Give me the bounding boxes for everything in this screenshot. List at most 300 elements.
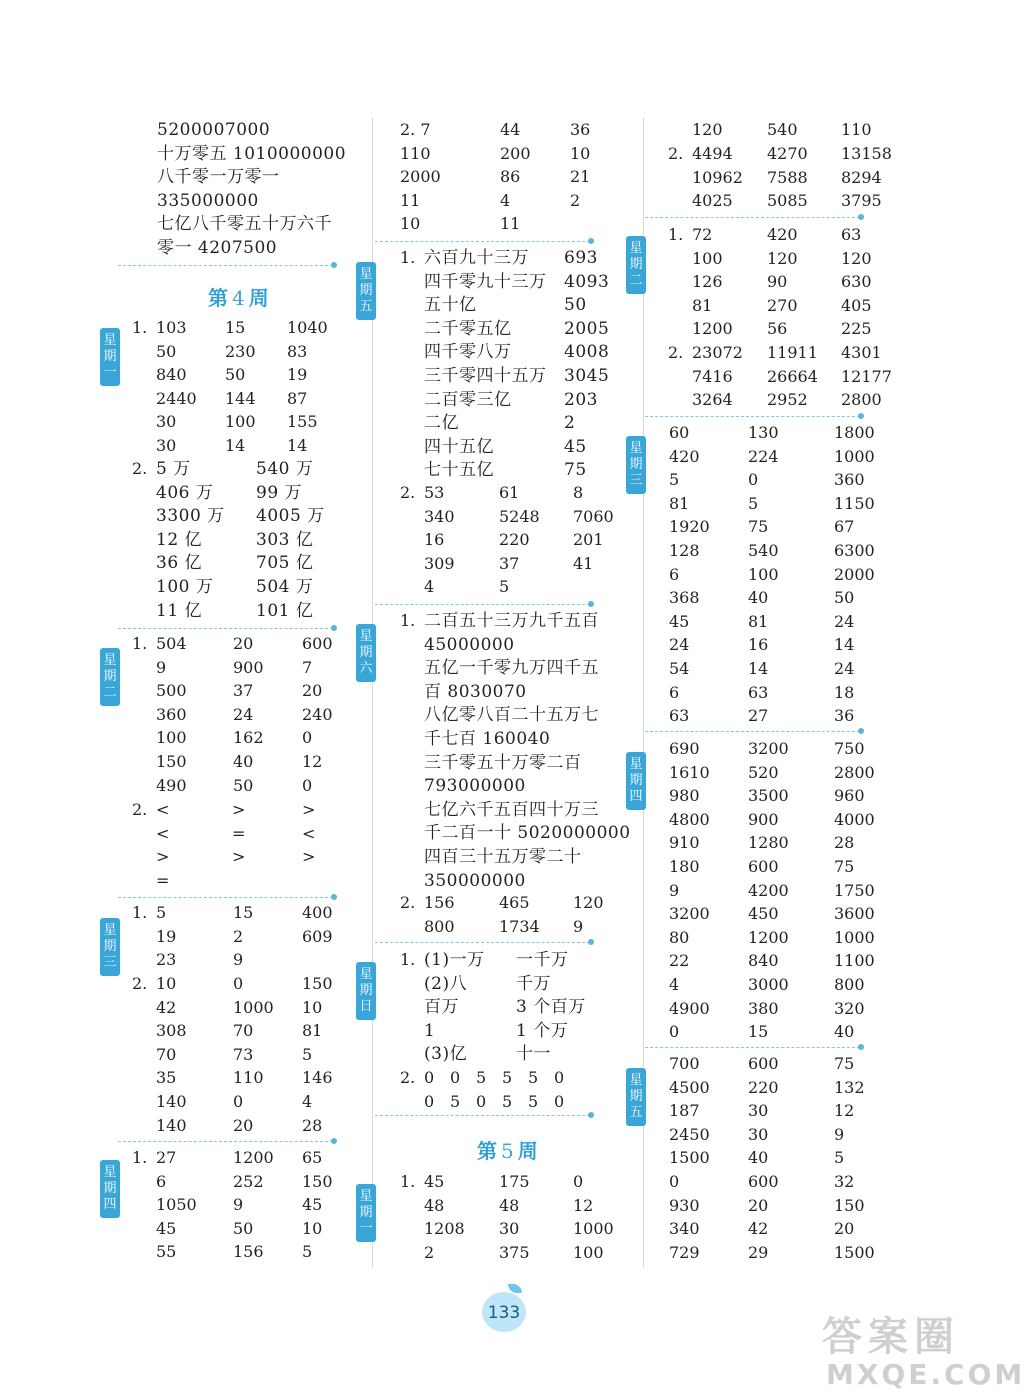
answer-cell: 二百零三亿 <box>424 389 512 410</box>
answer-cell: 50 <box>233 1218 254 1238</box>
answer-cell: 3200 <box>669 904 710 924</box>
answer-cell: 201 <box>573 530 604 550</box>
weekday-tab: 星 期 三 <box>100 918 120 976</box>
answer-cell: 3600 <box>834 904 875 924</box>
answer-cell: 750 <box>834 739 865 758</box>
answer-cell: 100 <box>748 564 779 584</box>
answer-cell: 2800 <box>834 762 875 782</box>
question-number: 1. <box>132 318 148 337</box>
answer-cell: 5 <box>302 1044 313 1064</box>
answer-cell: 23072 <box>692 343 743 362</box>
answer-cell: 百万 <box>424 997 459 1018</box>
answer-line: 百 8030070 <box>424 681 527 702</box>
answer-cell: 490 <box>156 775 187 795</box>
answer-cell: 693 <box>564 248 598 268</box>
answer-cell: 10 <box>156 974 177 993</box>
answer-cell: 4 <box>500 190 511 210</box>
answer-cell: 1200 <box>692 319 733 339</box>
answer-cell: 504 万 <box>256 577 314 597</box>
answer-cell: 729 <box>669 1242 700 1262</box>
answer-cell: 63 <box>669 706 690 726</box>
answer-cell: 10 <box>302 1218 323 1238</box>
answer-cell: 10962 <box>692 167 743 187</box>
answer-cell: 309 <box>424 553 455 573</box>
answer-line: 八千零一万零一 <box>157 167 280 188</box>
answer-cell: 32 <box>834 1172 855 1191</box>
answer-cell: 37 <box>233 681 254 701</box>
answer-cell: 1500 <box>834 1242 875 1262</box>
answer-cell: 7588 <box>767 167 808 187</box>
week-title: 第 5 周 <box>477 1139 538 1163</box>
answer-cell: 375 <box>499 1242 530 1262</box>
answer-cell: 4800 <box>669 809 710 829</box>
section-divider <box>375 942 590 943</box>
question-number: 1. <box>400 950 416 969</box>
answer-cell: 12 <box>834 1101 855 1121</box>
answer-cell: 5085 <box>767 191 808 211</box>
question-number: 1. <box>400 611 416 630</box>
section-divider <box>375 241 590 242</box>
answer-cell: 3045 <box>564 366 610 386</box>
answer-cell: 4000 <box>834 809 875 829</box>
answer-cell: 900 <box>748 809 779 829</box>
answer-cell: 20 <box>233 634 254 653</box>
answer-cell: 23 <box>156 950 177 970</box>
answer-cell: 3795 <box>841 191 882 211</box>
answer-cell: 6 <box>669 564 680 584</box>
answer-cell: 270 <box>767 295 798 315</box>
answer-cell: 2000 <box>400 167 441 187</box>
weekday-tab: 星 期 五 <box>356 262 376 320</box>
answer-cell: 40 <box>233 752 254 771</box>
answer-line: 793000000 <box>424 776 526 797</box>
section-divider <box>118 1141 333 1142</box>
answer-cell: 840 <box>748 951 779 971</box>
answer-cell: 55 <box>156 1242 177 1262</box>
answer-cell: 35 <box>156 1068 177 1088</box>
answer-cell: 2 <box>564 413 576 434</box>
answer-cell: 7060 <box>573 506 614 526</box>
answer-cell: 1000 <box>573 1219 614 1239</box>
answer-cell: 21 <box>570 167 591 187</box>
answer-cell: 81 <box>302 1021 323 1041</box>
answer-cell: 99 万 <box>256 482 303 503</box>
answer-cell: 42 <box>156 997 177 1017</box>
answer-cell: 5 <box>302 1242 313 1262</box>
answer-cell: 0 <box>554 1091 565 1111</box>
answer-cell: 609 <box>302 926 333 946</box>
answer-cell: 45 <box>424 1172 445 1191</box>
answer-cell: 41 <box>573 553 594 573</box>
answer-cell: 2000 <box>834 564 875 584</box>
answer-cell: 155 <box>287 412 318 432</box>
answer-cell: 26664 <box>767 366 818 386</box>
answer-cell: 61 <box>499 483 520 502</box>
answer-cell: 81 <box>748 611 769 631</box>
answer-cell: 12 <box>573 1195 594 1215</box>
answer-cell: 2 <box>233 926 244 946</box>
answer-cell: 81 <box>692 295 713 315</box>
answer-cell: 540 <box>767 120 798 139</box>
answer-cell: 9 <box>233 1195 244 1215</box>
answer-cell: 705 亿 <box>256 553 314 574</box>
answer-cell: 630 <box>841 272 872 292</box>
answer-cell: 50 <box>233 775 254 795</box>
answer-cell: 0 <box>476 1091 487 1111</box>
answer-cell: 60 <box>669 423 690 442</box>
answer-cell: 6300 <box>834 541 875 560</box>
answer-cell: 840 <box>156 365 187 385</box>
answer-cell: 二亿 <box>424 413 459 434</box>
answer-cell: 24 <box>233 704 254 724</box>
weekday-tab: 星 期 四 <box>626 752 646 810</box>
answer-cell: 150 <box>302 1171 333 1191</box>
answer-cell: 500 <box>156 681 187 701</box>
answer-cell: 29 <box>748 1242 769 1262</box>
answer-cell: 360 <box>156 704 187 724</box>
answer-cell: 14 <box>225 436 246 455</box>
answer-cell: 14 <box>287 436 308 455</box>
answer-cell: 150 <box>834 1195 865 1215</box>
answer-cell: 0 <box>669 1172 680 1191</box>
answer-cell: 187 <box>669 1101 700 1121</box>
answer-cell: 175 <box>499 1172 530 1191</box>
question-number: 1. <box>400 1172 416 1191</box>
answer-cell: 53 <box>424 483 445 502</box>
weekday-tab: 星 期 一 <box>100 328 120 386</box>
answer-cell: 5 <box>528 1091 539 1111</box>
answer-cell: 28 <box>302 1115 323 1135</box>
answer-cell: 15 <box>233 903 254 922</box>
answer-cell: 4 <box>424 577 435 597</box>
answer-cell: 16 <box>424 530 445 550</box>
answer-line: 5200007000 <box>157 120 271 140</box>
answer-cell: 0 <box>669 1022 680 1042</box>
answer-cell: (2)八 <box>424 973 468 994</box>
section-divider <box>645 217 860 218</box>
answer-cell: 四千零九十三万 <box>424 271 547 292</box>
answer-cell: 18 <box>834 682 855 702</box>
answer-cell: 1000 <box>834 927 875 947</box>
answer-cell: 800 <box>834 975 865 994</box>
answer-cell: 406 万 <box>156 482 214 503</box>
section-divider <box>645 1047 860 1048</box>
weekday-tab: 星 期 一 <box>356 1184 376 1242</box>
question-number: 2. <box>132 974 148 993</box>
answer-cell: 225 <box>841 319 872 339</box>
answer-cell: 4 <box>669 975 680 994</box>
answer-cell: 86 <box>500 167 521 187</box>
answer-cell: 140 <box>156 1115 187 1135</box>
answer-cell: 1208 <box>424 1219 465 1239</box>
answer-cell: 0 <box>233 974 244 993</box>
answer-cell: 600 <box>748 857 779 876</box>
answer-line: 45000000 <box>424 634 515 655</box>
answer-cell: 45 <box>669 611 690 631</box>
answer-cell: (3)亿 <box>424 1044 468 1065</box>
answer-cell: 3264 <box>692 390 733 410</box>
answer-cell: 600 <box>748 1172 779 1191</box>
answer-cell: 101 亿 <box>256 600 314 621</box>
answer-line: 千七百 160040 <box>424 729 551 749</box>
answer-cell: 1 个万 <box>516 1020 569 1041</box>
answer-cell: 9 <box>156 657 167 677</box>
answer-cell: 1200 <box>748 927 789 947</box>
answer-cell: 2 <box>570 190 581 210</box>
answer-cell: 7 <box>302 657 313 677</box>
answer-cell: 22 <box>669 951 690 971</box>
answer-cell: 30 <box>748 1101 769 1121</box>
watermark-line2: MXQE.COM <box>826 1358 1025 1391</box>
answer-cell: 1610 <box>669 762 710 782</box>
section-divider <box>118 628 333 629</box>
weekday-tab: 星 期 四 <box>100 1160 120 1218</box>
answer-cell: 45 <box>302 1195 323 1215</box>
answer-cell: 303 亿 <box>256 529 314 550</box>
apple-leaf-icon <box>508 1284 522 1293</box>
answer-cell: 30 <box>156 436 177 455</box>
answer-cell: 83 <box>287 341 308 361</box>
answer-cell: > <box>156 847 170 867</box>
answer-cell: 120 <box>573 893 604 912</box>
answer-cell: 3200 <box>748 739 789 758</box>
answer-cell: 48 <box>499 1195 520 1215</box>
answer-cell: 0 <box>424 1068 435 1087</box>
answer-cell: 2005 <box>564 318 610 339</box>
answer-cell: 8 <box>573 483 584 502</box>
answer-cell: 15 <box>225 318 246 337</box>
answer-cell: 4093 <box>564 271 610 292</box>
answer-cell: 504 <box>156 634 187 653</box>
answer-cell: > <box>232 800 246 819</box>
answer-cell: < <box>156 823 170 843</box>
answer-cell: 5 <box>502 1068 513 1087</box>
answer-cell: 960 <box>834 786 865 806</box>
answer-cell: < <box>302 823 316 843</box>
answer-cell: 5 <box>476 1068 487 1087</box>
answer-cell: 0 <box>233 1092 244 1111</box>
answer-cell: 五十亿 <box>424 295 477 316</box>
answer-cell: 600 <box>302 634 333 653</box>
answer-cell: 203 <box>564 389 598 410</box>
answer-cell: 75 <box>834 1054 855 1073</box>
answer-cell: 420 <box>669 446 700 466</box>
answer-cell: 40 <box>748 588 769 608</box>
answer-cell: 63 <box>841 225 862 244</box>
answer-cell: 980 <box>669 786 700 806</box>
answer-cell: 10 <box>400 214 421 234</box>
answer-cell: 12177 <box>841 366 892 386</box>
answer-cell: 5 <box>834 1148 845 1168</box>
answer-cell: 1000 <box>233 997 274 1017</box>
answer-cell: 110 <box>841 120 872 139</box>
answer-cell: 1500 <box>669 1148 710 1168</box>
answer-line: 七亿八千零五十万六千 <box>157 214 332 235</box>
answer-cell: 128 <box>669 541 700 560</box>
answer-cell: 36 <box>834 706 855 726</box>
answer-cell: 48 <box>424 1195 445 1215</box>
answer-line: 二百五十三万九千五百 <box>424 611 599 631</box>
answer-cell: 40 <box>834 1022 855 1042</box>
answer-cell: 24 <box>834 659 855 678</box>
answer-cell: 1280 <box>748 833 789 853</box>
answer-cell: 27 <box>156 1148 177 1167</box>
answer-cell: 368 <box>669 588 700 608</box>
answer-cell: 4494 <box>692 144 733 163</box>
answer-line: 千二百一十 5020000000 <box>424 823 631 844</box>
question-number: 2. <box>668 144 684 163</box>
answer-cell: 六百九十三万 <box>424 248 529 268</box>
answer-cell: 8294 <box>841 167 882 187</box>
answer-cell: 540 <box>748 541 779 560</box>
answer-cell: 450 <box>748 904 779 924</box>
answer-cell: 45 <box>564 436 587 457</box>
answer-cell: 2450 <box>669 1124 710 1144</box>
answer-cell: 6 <box>156 1171 167 1191</box>
answer-cell: 132 <box>834 1077 865 1097</box>
answer-cell: 700 <box>669 1054 700 1073</box>
answer-cell: 20 <box>233 1115 254 1135</box>
answer-cell: 5 <box>528 1068 539 1087</box>
answer-cell: 千万 <box>516 973 551 994</box>
answer-cell: 146 <box>302 1068 333 1088</box>
answer-cell: 三千零四十五万 <box>424 366 547 386</box>
answer-cell: 130 <box>748 423 779 442</box>
answer-cell: 37 <box>499 553 520 573</box>
question-number: 1. <box>132 1148 148 1167</box>
question-number: 1. <box>668 225 684 244</box>
answer-cell: 120 <box>692 120 723 139</box>
answer-cell: 4900 <box>669 998 710 1018</box>
answer-cell: 690 <box>669 739 700 758</box>
question-number: 2. <box>400 483 416 502</box>
answer-cell: 120 <box>767 248 798 268</box>
answer-cell: 75 <box>834 857 855 876</box>
answer-cell: 4270 <box>767 144 808 163</box>
answer-cell: 2800 <box>841 390 882 410</box>
answer-cell: 11911 <box>767 343 818 362</box>
answer-cell: 16 <box>748 635 769 655</box>
question-number: 2. <box>668 343 684 362</box>
answer-cell: 420 <box>767 225 798 244</box>
answer-cell: 1800 <box>834 423 875 442</box>
answer-cell: 1150 <box>834 493 875 513</box>
answer-cell: 75 <box>748 517 769 537</box>
answer-cell: 150 <box>302 974 333 993</box>
answer-line: 四百三十五万零二十 <box>424 847 582 867</box>
answer-cell: > <box>232 847 246 867</box>
answer-cell: 19 <box>156 926 177 946</box>
answer-cell: 9 <box>573 916 584 936</box>
answer-cell: 4500 <box>669 1077 710 1097</box>
answer-line: 350000000 <box>424 870 526 891</box>
answer-cell: 5 <box>748 493 759 513</box>
weekday-tab: 星 期 六 <box>356 624 376 682</box>
answer-line: 八亿零八百二十五万七 <box>424 705 599 726</box>
weekday-tab: 星 期 二 <box>100 648 120 706</box>
answer-cell: 5 万 <box>156 459 191 479</box>
answer-cell: 2. 7 <box>400 120 431 139</box>
answer-cell: < <box>156 800 170 819</box>
question-number: 2. <box>400 893 416 912</box>
answer-cell: 100 <box>225 412 256 432</box>
answer-cell: 30 <box>748 1124 769 1144</box>
answer-cell: 0 <box>450 1068 461 1087</box>
answer-cell: 1200 <box>233 1148 274 1167</box>
answer-cell: 11 <box>500 214 521 234</box>
answer-cell: 87 <box>287 388 308 408</box>
answer-cell: 20 <box>748 1195 769 1215</box>
answer-cell: 63 <box>748 682 769 702</box>
answer-cell: 10 <box>302 997 323 1017</box>
answer-cell: 50 <box>225 365 246 385</box>
answer-cell: 0 <box>424 1091 435 1111</box>
answer-cell: 19 <box>287 365 308 385</box>
answer-cell: 9 <box>834 1124 845 1144</box>
answer-cell: 十一 <box>516 1044 551 1065</box>
answer-line: 五亿一千零九万四千五 <box>424 658 599 679</box>
answer-cell: 2440 <box>156 388 197 408</box>
answer-line: 三千零五十万零二百 <box>424 752 582 773</box>
answer-cell: 50 <box>564 295 587 316</box>
question-number: 2. <box>400 1068 416 1087</box>
answer-cell: 7416 <box>692 366 733 386</box>
answer-cell: 4 <box>302 1092 313 1111</box>
answer-cell: 360 <box>834 470 865 490</box>
answer-cell: 150 <box>156 752 187 771</box>
answer-cell: 540 万 <box>256 459 314 479</box>
answer-cell: 144 <box>225 388 256 408</box>
answer-cell: 1734 <box>499 916 540 936</box>
answer-cell: 1 <box>424 1020 436 1041</box>
answer-cell: 5 <box>450 1091 461 1111</box>
answer-cell: 44 <box>500 120 521 139</box>
answer-cell: 四千零八万 <box>424 342 512 363</box>
answer-cell: 100 <box>156 728 187 748</box>
answer-cell: 二千零五亿 <box>424 318 512 339</box>
answer-cell: 340 <box>669 1219 700 1239</box>
answer-cell: 2 <box>424 1242 435 1262</box>
answer-cell: 24 <box>834 611 855 631</box>
answer-cell: 0 <box>573 1172 584 1191</box>
answer-cell: 1920 <box>669 517 710 537</box>
answer-cell: 一千万 <box>516 950 569 970</box>
answer-cell: 14 <box>748 659 769 678</box>
week-title: 第 4 周 <box>208 286 269 310</box>
answer-cell: 340 <box>424 506 455 526</box>
answer-cell: 0 <box>302 775 313 795</box>
question-number: 2. <box>132 800 148 819</box>
answer-cell: 1040 <box>287 318 328 337</box>
answer-cell: 72 <box>692 225 713 244</box>
answer-cell: 0 <box>748 470 759 490</box>
answer-cell: 200 <box>500 143 531 163</box>
answer-cell: 4005 万 <box>256 506 325 527</box>
answer-cell: 600 <box>748 1054 779 1073</box>
answer-cell: 162 <box>233 728 264 748</box>
answer-cell: 3300 万 <box>156 506 225 527</box>
weekday-tab: 星 期 五 <box>626 1068 646 1126</box>
answer-cell: 13158 <box>841 144 892 163</box>
answer-cell: 100 <box>692 248 723 268</box>
answer-line: 十万零五 1010000000 <box>157 143 347 164</box>
answer-cell: 5 <box>499 577 510 597</box>
answer-cell: 308 <box>156 1021 187 1041</box>
answer-cell: 27 <box>748 706 769 726</box>
section-divider <box>645 731 860 732</box>
question-number: 1. <box>132 634 148 653</box>
answer-cell: 400 <box>302 903 333 922</box>
